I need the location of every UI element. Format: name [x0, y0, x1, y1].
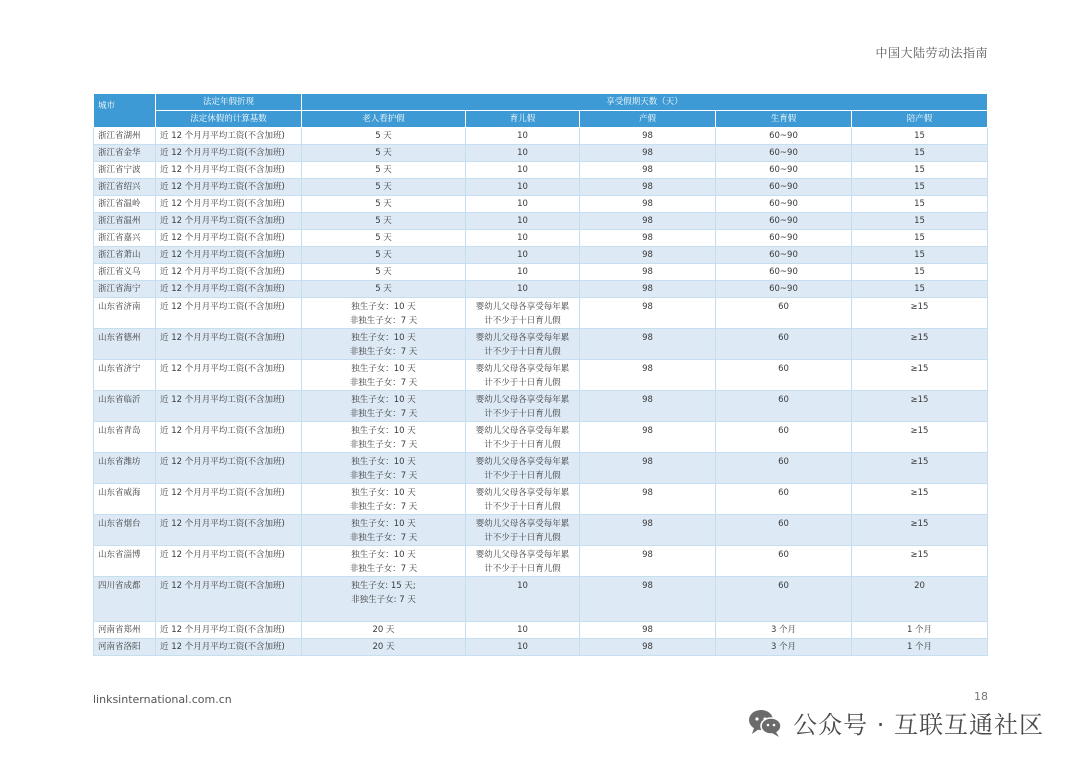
cell-birth: 60~90 [716, 179, 852, 196]
cell-elder-care-line: 独生子女：10 天 [351, 364, 416, 374]
cell-birth: 60 [716, 577, 852, 622]
cell-maternity: 98 [580, 422, 716, 453]
cell-childcare-line: 10 [517, 131, 528, 141]
cell-city: 浙江省嘉兴 [94, 230, 156, 247]
cell-paternity: 15 [852, 264, 988, 281]
cell-paternity: 1 个月 [852, 622, 988, 639]
cell-base: 近 12 个月月平均工资(不含加班) [156, 162, 302, 179]
cell-base: 近 12 个月月平均工资(不含加班) [156, 391, 302, 422]
cell-city: 浙江省温岭 [94, 196, 156, 213]
cell-childcare-line: 计不少于十日育儿假 [484, 378, 561, 388]
cell-elder-care-line: 独生子女：10 天 [351, 519, 416, 529]
header-base: 法定休假的计算基数 [156, 111, 302, 128]
cell-childcare [466, 128, 580, 145]
cell-base: 近 12 个月月平均工资(不含加班) [156, 247, 302, 264]
cell-childcare-line: 婴幼儿父母各享受每年累 [475, 426, 570, 436]
watermark-text: 公众号 · 互联互通社区 [793, 711, 1044, 739]
cell-paternity: 20 [852, 577, 988, 622]
cell-maternity: 98 [580, 179, 716, 196]
header-childcare: 育儿假 [466, 111, 580, 128]
cell-childcare [466, 196, 580, 213]
cell-elder-care-line: 5 天 [375, 131, 392, 141]
cell-elder-care [302, 577, 466, 622]
cell-birth: 60 [716, 422, 852, 453]
table-row [94, 639, 988, 656]
cell-elder-care [302, 360, 466, 391]
cell-elder-care [302, 145, 466, 162]
cell-paternity: ≥15 [852, 515, 988, 546]
cell-childcare-line: 10 [517, 284, 528, 294]
cell-base: 近 12 个月月平均工资(不含加班) [156, 329, 302, 360]
cell-elder-care-line: 独生子女：10 天 [351, 488, 416, 498]
cell-paternity: 15 [852, 230, 988, 247]
cell-paternity: 15 [852, 179, 988, 196]
cell-maternity: 98 [580, 484, 716, 515]
cell-elder-care-line: 非独生子女：7 天 [349, 564, 418, 574]
cell-city: 山东省淄博 [94, 546, 156, 577]
cell-maternity: 98 [580, 515, 716, 546]
cell-childcare [466, 577, 580, 622]
cell-childcare-line: 计不少于十日育儿假 [484, 471, 561, 481]
cell-childcare-line: 婴幼儿父母各享受每年累 [475, 519, 570, 529]
table-row [94, 213, 988, 230]
table-row [94, 264, 988, 281]
cell-elder-care [302, 422, 466, 453]
cell-maternity: 98 [580, 622, 716, 639]
cell-elder-care [302, 622, 466, 639]
cell-city: 浙江省湖州 [94, 128, 156, 145]
cell-elder-care-line: 非独生子女：7 天 [349, 347, 418, 357]
cell-elder-care-line: 独生子女: 15 天; [351, 581, 416, 591]
cell-city: 山东省济南 [94, 298, 156, 329]
leave-table-container [93, 93, 987, 656]
cell-city: 山东省临沂 [94, 391, 156, 422]
cell-city: 山东省潍坊 [94, 453, 156, 484]
cell-elder-care-line: 5 天 [375, 182, 392, 192]
cell-elder-care-line: 独生子女：10 天 [351, 457, 416, 467]
cell-base: 近 12 个月月平均工资(不含加班) [156, 298, 302, 329]
table-row [94, 196, 988, 213]
cell-childcare-line: 计不少于十日育儿假 [484, 347, 561, 357]
cell-elder-care [302, 639, 466, 656]
cell-childcare [466, 145, 580, 162]
cell-elder-care-line: 独生子女：10 天 [351, 426, 416, 436]
cell-paternity: ≥15 [852, 422, 988, 453]
cell-birth: 3 个月 [716, 639, 852, 656]
table-row [94, 453, 988, 484]
cell-birth: 60~90 [716, 145, 852, 162]
cell-city: 四川省成都 [94, 577, 156, 622]
cell-paternity: 1 个月 [852, 639, 988, 656]
cell-elder-care-line: 非独生子女: 7 天 [351, 595, 416, 605]
leave-table [93, 93, 988, 656]
cell-maternity: 98 [580, 391, 716, 422]
cell-elder-care [302, 329, 466, 360]
cell-childcare-line: 10 [517, 216, 528, 226]
cell-childcare [466, 329, 580, 360]
cell-elder-care-line: 独生子女：10 天 [351, 550, 416, 560]
cell-elder-care-line: 5 天 [375, 233, 392, 243]
cell-base: 近 12 个月月平均工资(不含加班) [156, 639, 302, 656]
cell-elder-care [302, 453, 466, 484]
header-city: 城市 [94, 94, 156, 128]
table-row [94, 484, 988, 515]
cell-paternity: 15 [852, 213, 988, 230]
cell-elder-care-line: 非独生子女：7 天 [349, 533, 418, 543]
table-row [94, 179, 988, 196]
cell-birth: 60~90 [716, 230, 852, 247]
cell-childcare [466, 391, 580, 422]
table-row [94, 329, 988, 360]
cell-city: 浙江省绍兴 [94, 179, 156, 196]
cell-elder-care [302, 546, 466, 577]
cell-childcare-line: 计不少于十日育儿假 [484, 564, 561, 574]
cell-birth: 60~90 [716, 264, 852, 281]
cell-maternity: 98 [580, 247, 716, 264]
cell-childcare-line: 婴幼儿父母各享受每年累 [475, 302, 570, 312]
cell-childcare-line: 10 [517, 642, 528, 652]
cell-paternity: ≥15 [852, 360, 988, 391]
cell-birth: 60~90 [716, 128, 852, 145]
cell-paternity: 15 [852, 196, 988, 213]
cell-maternity: 98 [580, 162, 716, 179]
table-row [94, 247, 988, 264]
wechat-icon [747, 708, 783, 738]
cell-maternity: 98 [580, 281, 716, 298]
cell-base: 近 12 个月月平均工资(不含加班) [156, 264, 302, 281]
cell-childcare-line: 10 [517, 199, 528, 209]
cell-maternity: 98 [580, 453, 716, 484]
cell-birth: 60 [716, 484, 852, 515]
footer-url: linksinternational.com.cn [93, 693, 232, 706]
cell-maternity: 98 [580, 546, 716, 577]
cell-elder-care-line: 5 天 [375, 267, 392, 277]
cell-childcare-line: 10 [517, 182, 528, 192]
cell-city: 山东省济宁 [94, 360, 156, 391]
cell-base: 近 12 个月月平均工资(不含加班) [156, 622, 302, 639]
cell-childcare-line: 计不少于十日育儿假 [484, 502, 561, 512]
cell-base: 近 12 个月月平均工资(不含加班) [156, 128, 302, 145]
table-body [94, 128, 988, 656]
cell-elder-care [302, 515, 466, 546]
cell-childcare [466, 247, 580, 264]
page-header-title: 中国大陆劳动法指南 [875, 46, 988, 60]
cell-elder-care-line: 5 天 [375, 216, 392, 226]
cell-childcare [466, 162, 580, 179]
cell-childcare [466, 179, 580, 196]
cell-elder-care-line: 非独生子女：7 天 [349, 502, 418, 512]
cell-paternity: ≥15 [852, 329, 988, 360]
cell-maternity: 98 [580, 196, 716, 213]
header-elder-care: 老人看护假 [302, 111, 466, 128]
table-row [94, 162, 988, 179]
cell-birth: 60 [716, 360, 852, 391]
cell-elder-care-line: 5 天 [375, 148, 392, 158]
cell-elder-care [302, 162, 466, 179]
header-maternity: 产假 [580, 111, 716, 128]
cell-childcare [466, 230, 580, 247]
cell-childcare-line: 10 [517, 625, 528, 635]
cell-birth: 60 [716, 453, 852, 484]
cell-birth: 60 [716, 298, 852, 329]
cell-paternity: ≥15 [852, 546, 988, 577]
cell-childcare-line: 10 [517, 148, 528, 158]
cell-childcare-line: 计不少于十日育儿假 [484, 409, 561, 419]
cell-elder-care-line: 独生子女：10 天 [351, 333, 416, 343]
watermark [747, 705, 1044, 740]
cell-elder-care-line: 5 天 [375, 250, 392, 260]
cell-base: 近 12 个月月平均工资(不含加班) [156, 546, 302, 577]
cell-city: 浙江省温州 [94, 213, 156, 230]
cell-childcare-line: 10 [517, 250, 528, 260]
cell-city: 河南省郑州 [94, 622, 156, 639]
cell-base: 近 12 个月月平均工资(不含加班) [156, 360, 302, 391]
cell-base: 近 12 个月月平均工资(不含加班) [156, 281, 302, 298]
cell-elder-care [302, 230, 466, 247]
cell-city: 山东省烟台 [94, 515, 156, 546]
cell-childcare-line: 婴幼儿父母各享受每年累 [475, 395, 570, 405]
cell-maternity: 98 [580, 145, 716, 162]
cell-childcare-line: 10 [517, 581, 528, 591]
cell-base: 近 12 个月月平均工资(不含加班) [156, 484, 302, 515]
cell-elder-care [302, 213, 466, 230]
cell-elder-care [302, 298, 466, 329]
cell-paternity: 15 [852, 162, 988, 179]
cell-childcare-line: 婴幼儿父母各享受每年累 [475, 333, 570, 343]
cell-maternity: 98 [580, 230, 716, 247]
cell-city: 浙江省金华 [94, 145, 156, 162]
cell-elder-care-line: 非独生子女：7 天 [349, 378, 418, 388]
cell-elder-care [302, 179, 466, 196]
cell-childcare [466, 622, 580, 639]
cell-birth: 60~90 [716, 213, 852, 230]
table-row [94, 298, 988, 329]
table-row [94, 422, 988, 453]
cell-elder-care [302, 264, 466, 281]
cell-childcare-line: 10 [517, 267, 528, 277]
cell-city: 山东省青岛 [94, 422, 156, 453]
cell-elder-care-line: 独生子女：10 天 [351, 395, 416, 405]
table-row [94, 281, 988, 298]
cell-elder-care [302, 484, 466, 515]
cell-childcare-line: 计不少于十日育儿假 [484, 533, 561, 543]
cell-elder-care-line: 5 天 [375, 199, 392, 209]
cell-maternity: 98 [580, 360, 716, 391]
cell-base: 近 12 个月月平均工资(不含加班) [156, 179, 302, 196]
cell-maternity: 98 [580, 128, 716, 145]
cell-birth: 3 个月 [716, 622, 852, 639]
cell-childcare [466, 360, 580, 391]
cell-childcare [466, 453, 580, 484]
cell-childcare [466, 422, 580, 453]
table-row [94, 515, 988, 546]
cell-maternity: 98 [580, 329, 716, 360]
cell-base: 近 12 个月月平均工资(不含加班) [156, 422, 302, 453]
cell-childcare [466, 639, 580, 656]
cell-birth: 60 [716, 391, 852, 422]
table-row [94, 128, 988, 145]
table-row [94, 360, 988, 391]
cell-childcare [466, 264, 580, 281]
cell-childcare-line: 10 [517, 233, 528, 243]
cell-childcare-line: 计不少于十日育儿假 [484, 440, 561, 450]
cell-childcare-line: 婴幼儿父母各享受每年累 [475, 457, 570, 467]
cell-city: 浙江省萧山 [94, 247, 156, 264]
table-row [94, 577, 988, 622]
cell-base: 近 12 个月月平均工资(不含加班) [156, 213, 302, 230]
cell-paternity: 15 [852, 281, 988, 298]
cell-city: 浙江省义乌 [94, 264, 156, 281]
cell-birth: 60~90 [716, 196, 852, 213]
table-row [94, 145, 988, 162]
cell-elder-care-line: 非独生子女：7 天 [349, 440, 418, 450]
cell-birth: 60 [716, 515, 852, 546]
cell-elder-care-line: 20 天 [372, 625, 395, 635]
cell-city: 河南省洛阳 [94, 639, 156, 656]
header-birth: 生育假 [716, 111, 852, 128]
cell-childcare-line: 婴幼儿父母各享受每年累 [475, 550, 570, 560]
cell-elder-care-line: 20 天 [372, 642, 395, 652]
cell-base: 近 12 个月月平均工资(不含加班) [156, 577, 302, 622]
cell-childcare [466, 515, 580, 546]
cell-paternity: 15 [852, 145, 988, 162]
cell-childcare [466, 546, 580, 577]
table-row [94, 546, 988, 577]
page-number: 18 [974, 690, 988, 703]
cell-base: 近 12 个月月平均工资(不含加班) [156, 453, 302, 484]
cell-paternity: 15 [852, 128, 988, 145]
cell-maternity: 98 [580, 213, 716, 230]
cell-elder-care-line: 独生子女：10 天 [351, 302, 416, 312]
cell-elder-care-line: 5 天 [375, 165, 392, 175]
cell-elder-care-line: 非独生子女：7 天 [349, 409, 418, 419]
cell-childcare [466, 484, 580, 515]
cell-base: 近 12 个月月平均工资(不含加班) [156, 230, 302, 247]
cell-base: 近 12 个月月平均工资(不含加班) [156, 515, 302, 546]
cell-paternity: 15 [852, 247, 988, 264]
cell-birth: 60~90 [716, 162, 852, 179]
cell-elder-care-line: 5 天 [375, 284, 392, 294]
table-row [94, 622, 988, 639]
cell-base: 近 12 个月月平均工资(不含加班) [156, 196, 302, 213]
cell-elder-care [302, 128, 466, 145]
cell-paternity: ≥15 [852, 391, 988, 422]
cell-childcare-line: 10 [517, 165, 528, 175]
cell-childcare [466, 281, 580, 298]
cell-childcare [466, 213, 580, 230]
cell-elder-care-line: 非独生子女：7 天 [349, 471, 418, 481]
cell-paternity: ≥15 [852, 298, 988, 329]
cell-childcare-line: 婴幼儿父母各享受每年累 [475, 488, 570, 498]
cell-birth: 60 [716, 329, 852, 360]
cell-childcare [466, 298, 580, 329]
cell-birth: 60 [716, 546, 852, 577]
cell-elder-care [302, 196, 466, 213]
header-annual-leave: 法定年假折现 [156, 94, 302, 111]
header-leave-days: 享受假期天数（天） [302, 94, 988, 111]
cell-city: 浙江省宁波 [94, 162, 156, 179]
cell-elder-care [302, 247, 466, 264]
cell-elder-care-line: 非独生子女：7 天 [349, 316, 418, 326]
cell-base: 近 12 个月月平均工资(不含加班) [156, 145, 302, 162]
header-paternity: 陪产假 [852, 111, 988, 128]
cell-maternity: 98 [580, 298, 716, 329]
cell-elder-care [302, 281, 466, 298]
cell-paternity: ≥15 [852, 453, 988, 484]
table-row [94, 230, 988, 247]
cell-childcare-line: 婴幼儿父母各享受每年累 [475, 364, 570, 374]
cell-childcare-line: 计不少于十日育儿假 [484, 316, 561, 326]
cell-maternity: 98 [580, 577, 716, 622]
cell-maternity: 98 [580, 264, 716, 281]
cell-city: 浙江省海宁 [94, 281, 156, 298]
cell-paternity: ≥15 [852, 484, 988, 515]
table-row [94, 391, 988, 422]
cell-elder-care [302, 391, 466, 422]
cell-city: 山东省威海 [94, 484, 156, 515]
cell-birth: 60~90 [716, 281, 852, 298]
cell-maternity: 98 [580, 639, 716, 656]
cell-city: 山东省德州 [94, 329, 156, 360]
cell-birth: 60~90 [716, 247, 852, 264]
